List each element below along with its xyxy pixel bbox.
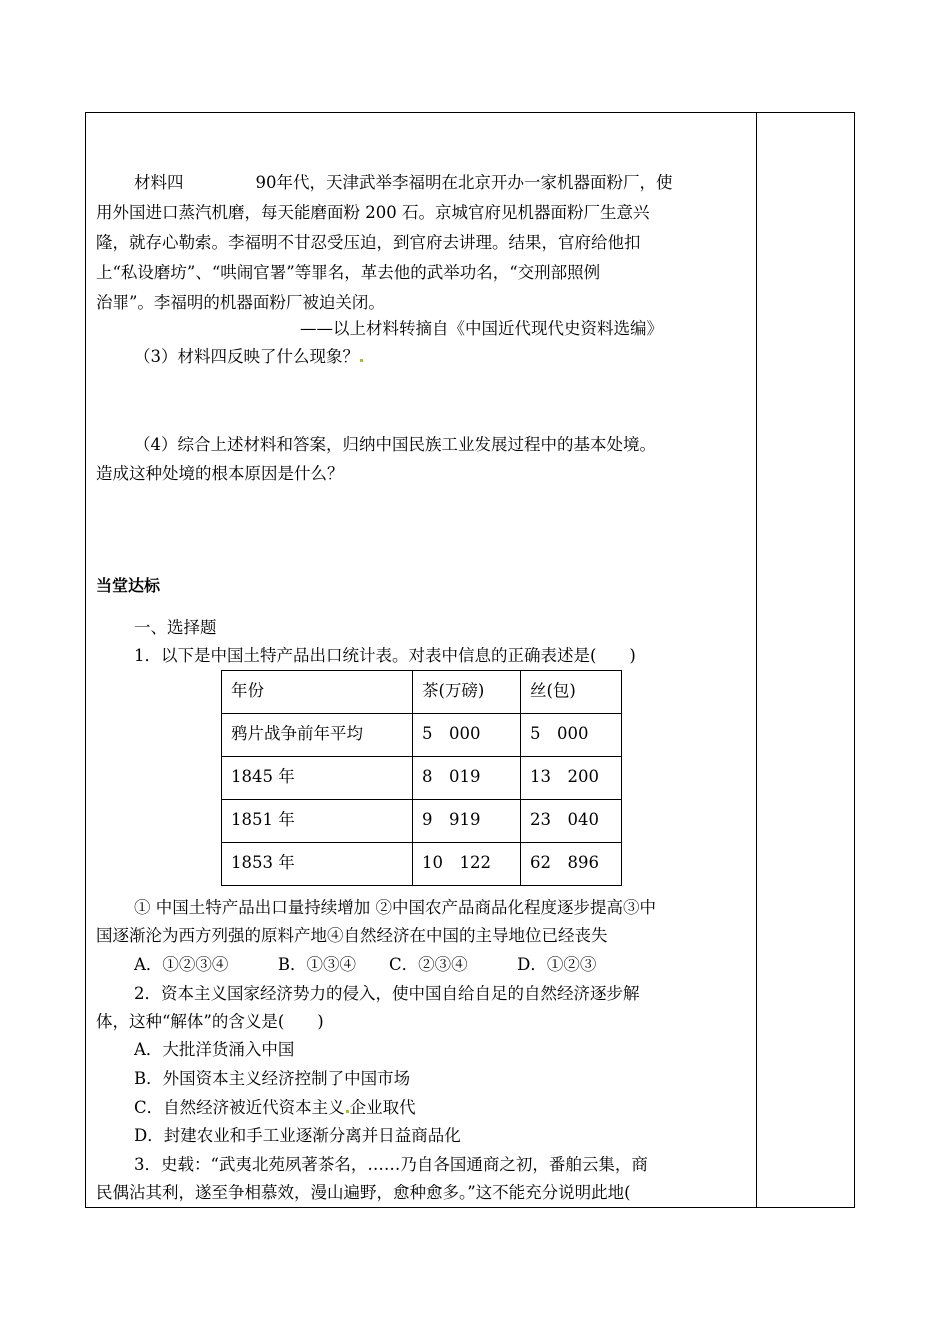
table-cell: 1853 年 — [222, 843, 413, 886]
item2-option-c-part1: C．自然经济被近代资本主义 — [134, 1098, 345, 1117]
question-3-text: （3）材料四反映了什么现象？ — [134, 347, 359, 366]
material4-line4: 上“私设磨坊”、“哄闹官署”等罪名，革去他的武举功名，“交刑部照例 — [96, 263, 601, 282]
material4-line2: 用外国进口蒸汽机磨，每天能磨面粉 200 石。京城官府见机器面粉厂生意兴 — [96, 203, 650, 222]
item2-option-c — [134, 1097, 416, 1119]
material4-line1-text: 90年代，天津武举李福明在北京开办一家机器面粉厂，使 — [255, 173, 673, 192]
table-row — [222, 800, 622, 843]
item1-options: A．①②③④ B．①③④ C．②③④ D．①②③ — [134, 955, 597, 974]
question-4-line1: （4）综合上述材料和答案，归纳中国民族工业发展过程中的基本处境。 — [134, 435, 656, 454]
table-row — [222, 843, 622, 886]
table-cell: 23 040 — [521, 800, 622, 843]
material4-source: ——以上材料转摘自《中国近代现代史资料选编》 — [300, 319, 663, 338]
table-cell: 9 919 — [413, 800, 521, 843]
table-cell: 5 000 — [521, 714, 622, 757]
table-cell: 8 019 — [413, 757, 521, 800]
edit-mark — [360, 359, 363, 362]
table-cell: 1851 年 — [222, 800, 413, 843]
column-divider — [756, 112, 757, 1208]
section-title: 一、选择题 — [134, 618, 217, 637]
material4-line1 — [134, 172, 673, 194]
edit-mark — [346, 1110, 349, 1113]
item3-stem-line2: 民偶沾其利，遂至争相慕效，漫山遍野，愈种愈多。”这不能充分说明此地( — [96, 1183, 631, 1202]
item1-stem: 1．以下是中国土特产品出口统计表。对表中信息的正确表述是( ) — [134, 646, 636, 665]
question-4-line2: 造成这种处境的根本原因是什么？ — [96, 464, 344, 483]
table-cell: 5 000 — [413, 714, 521, 757]
material4-line3: 隆，就存心勒索。李福明不甘忍受压迫，到官府去讲理。结果，官府给他扣 — [96, 233, 641, 252]
table-header-cell: 年份 — [222, 671, 413, 714]
item2-option-c-part2: 企业取代 — [349, 1098, 416, 1117]
item2-option-b: B．外国资本主义经济控制了中国市场 — [134, 1069, 411, 1088]
item2-stem-line1: 2．资本主义国家经济势力的侵入，使中国自给自足的自然经济逐步解 — [134, 984, 640, 1003]
material4-label: 材料四 — [134, 173, 184, 192]
export-statistics-table — [221, 670, 622, 886]
item1-statements-line2: 国逐渐沦为西方列强的原料产地④自然经济在中国的主导地位已经丧失 — [96, 926, 608, 945]
item2-option-a: A．大批洋货涌入中国 — [134, 1040, 295, 1059]
table-row — [222, 714, 622, 757]
question-3 — [134, 346, 364, 368]
table-cell: 鸦片战争前年平均 — [222, 714, 413, 757]
item3-stem-line1: 3．史载：“武夷北苑夙著茶名，……乃自各国通商之初，番舶云集，商 — [134, 1155, 648, 1174]
table-header-cell: 茶(万磅) — [413, 671, 521, 714]
table-cell: 10 122 — [413, 843, 521, 886]
practice-heading: 当堂达标 — [96, 576, 161, 595]
item1-statements-line1: ① 中国土特产品出口量持续增加 ②中国农产品商品化程度逐步提高③中 — [134, 898, 656, 917]
item2-option-d: D．封建农业和手工业逐渐分离并日益商品化 — [134, 1126, 461, 1145]
table-cell: 13 200 — [521, 757, 622, 800]
material4-line5: 治罪”。李福明的机器面粉厂被迫关闭。 — [96, 293, 385, 312]
table-header-cell: 丝(包) — [521, 671, 622, 714]
table-cell: 1845 年 — [222, 757, 413, 800]
item2-stem-line2: 体，这种“解体”的含义是( ) — [96, 1012, 324, 1031]
table-header-row — [222, 671, 622, 714]
table-cell: 62 896 — [521, 843, 622, 886]
table-row — [222, 757, 622, 800]
